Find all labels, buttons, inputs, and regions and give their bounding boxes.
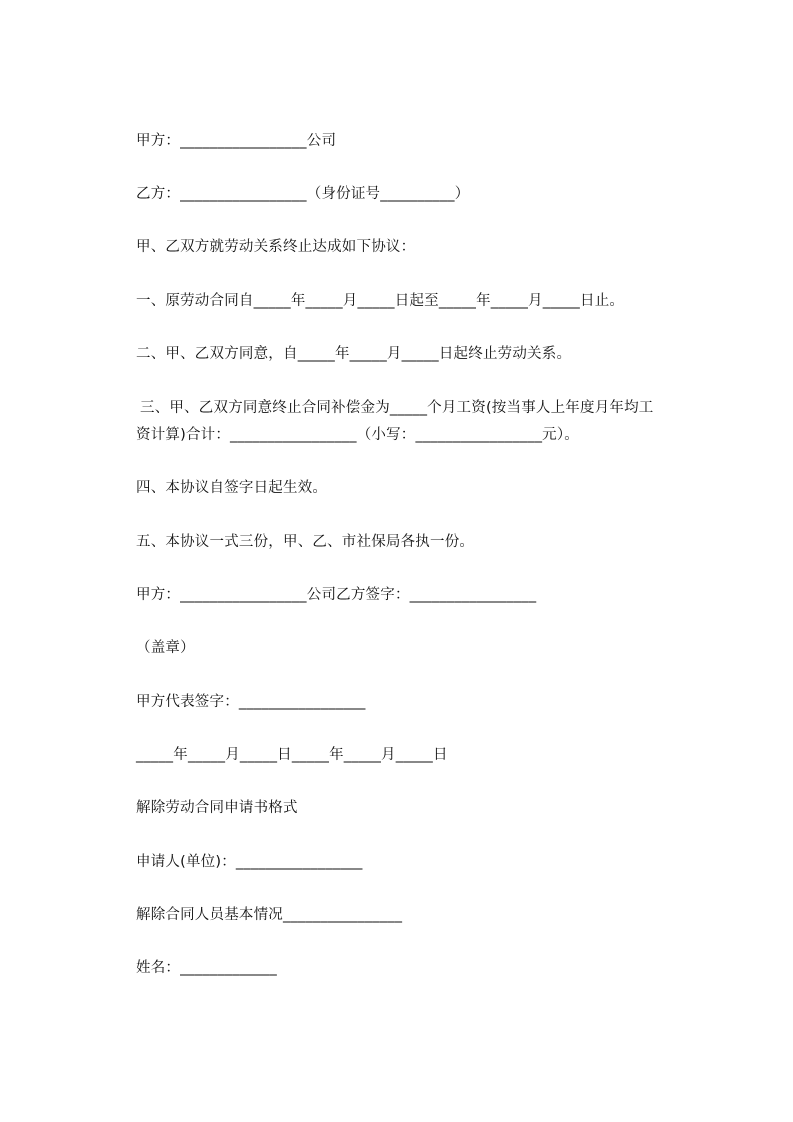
seal-note: （盖章） xyxy=(136,640,195,656)
clause-four: 四、本协议自签字日起生效。 xyxy=(136,480,328,496)
clause-two: 二、甲、乙双方同意，自_____年_____月_____日起终止劳动关系。 xyxy=(136,346,572,362)
clause-five: 五、本协议一式三份，甲、乙、市社保局各执一份。 xyxy=(136,534,475,550)
party-a-company-line: 甲方：_________________公司 xyxy=(136,133,337,149)
name-line: 姓名：_____________ xyxy=(136,960,277,976)
signing-date-line: _____年_____月_____日_____年_____月_____日 xyxy=(136,747,448,763)
party-a-representative-signature: 甲方代表签字：_________________ xyxy=(136,694,366,710)
signature-line: 甲方：_________________公司乙方签字：_________________ xyxy=(136,587,537,603)
applicant-unit-line: 申请人(单位)：_________________ xyxy=(136,854,363,870)
clause-three-line-1: 三、甲、乙双方同意终止合同补偿金为_____个月工资(按当事人上年度月年均工 xyxy=(140,400,654,416)
clause-one: 一、原劳动合同自_____年_____月_____日起至_____年_____月_____日止。 xyxy=(136,293,625,309)
application-format-title: 解除劳动合同申请书格式 xyxy=(136,800,298,816)
party-b-id-line: 乙方：_________________（身份证号__________） xyxy=(136,186,470,202)
clause-three-line-2: 资计算)合计：_________________（小写：_________________元）。 xyxy=(136,427,580,443)
agreement-intro: 甲、乙双方就劳动关系终止达成如下协议： xyxy=(136,239,416,255)
personnel-basic-info-line: 解除合同人员基本情况________________ xyxy=(136,907,403,923)
